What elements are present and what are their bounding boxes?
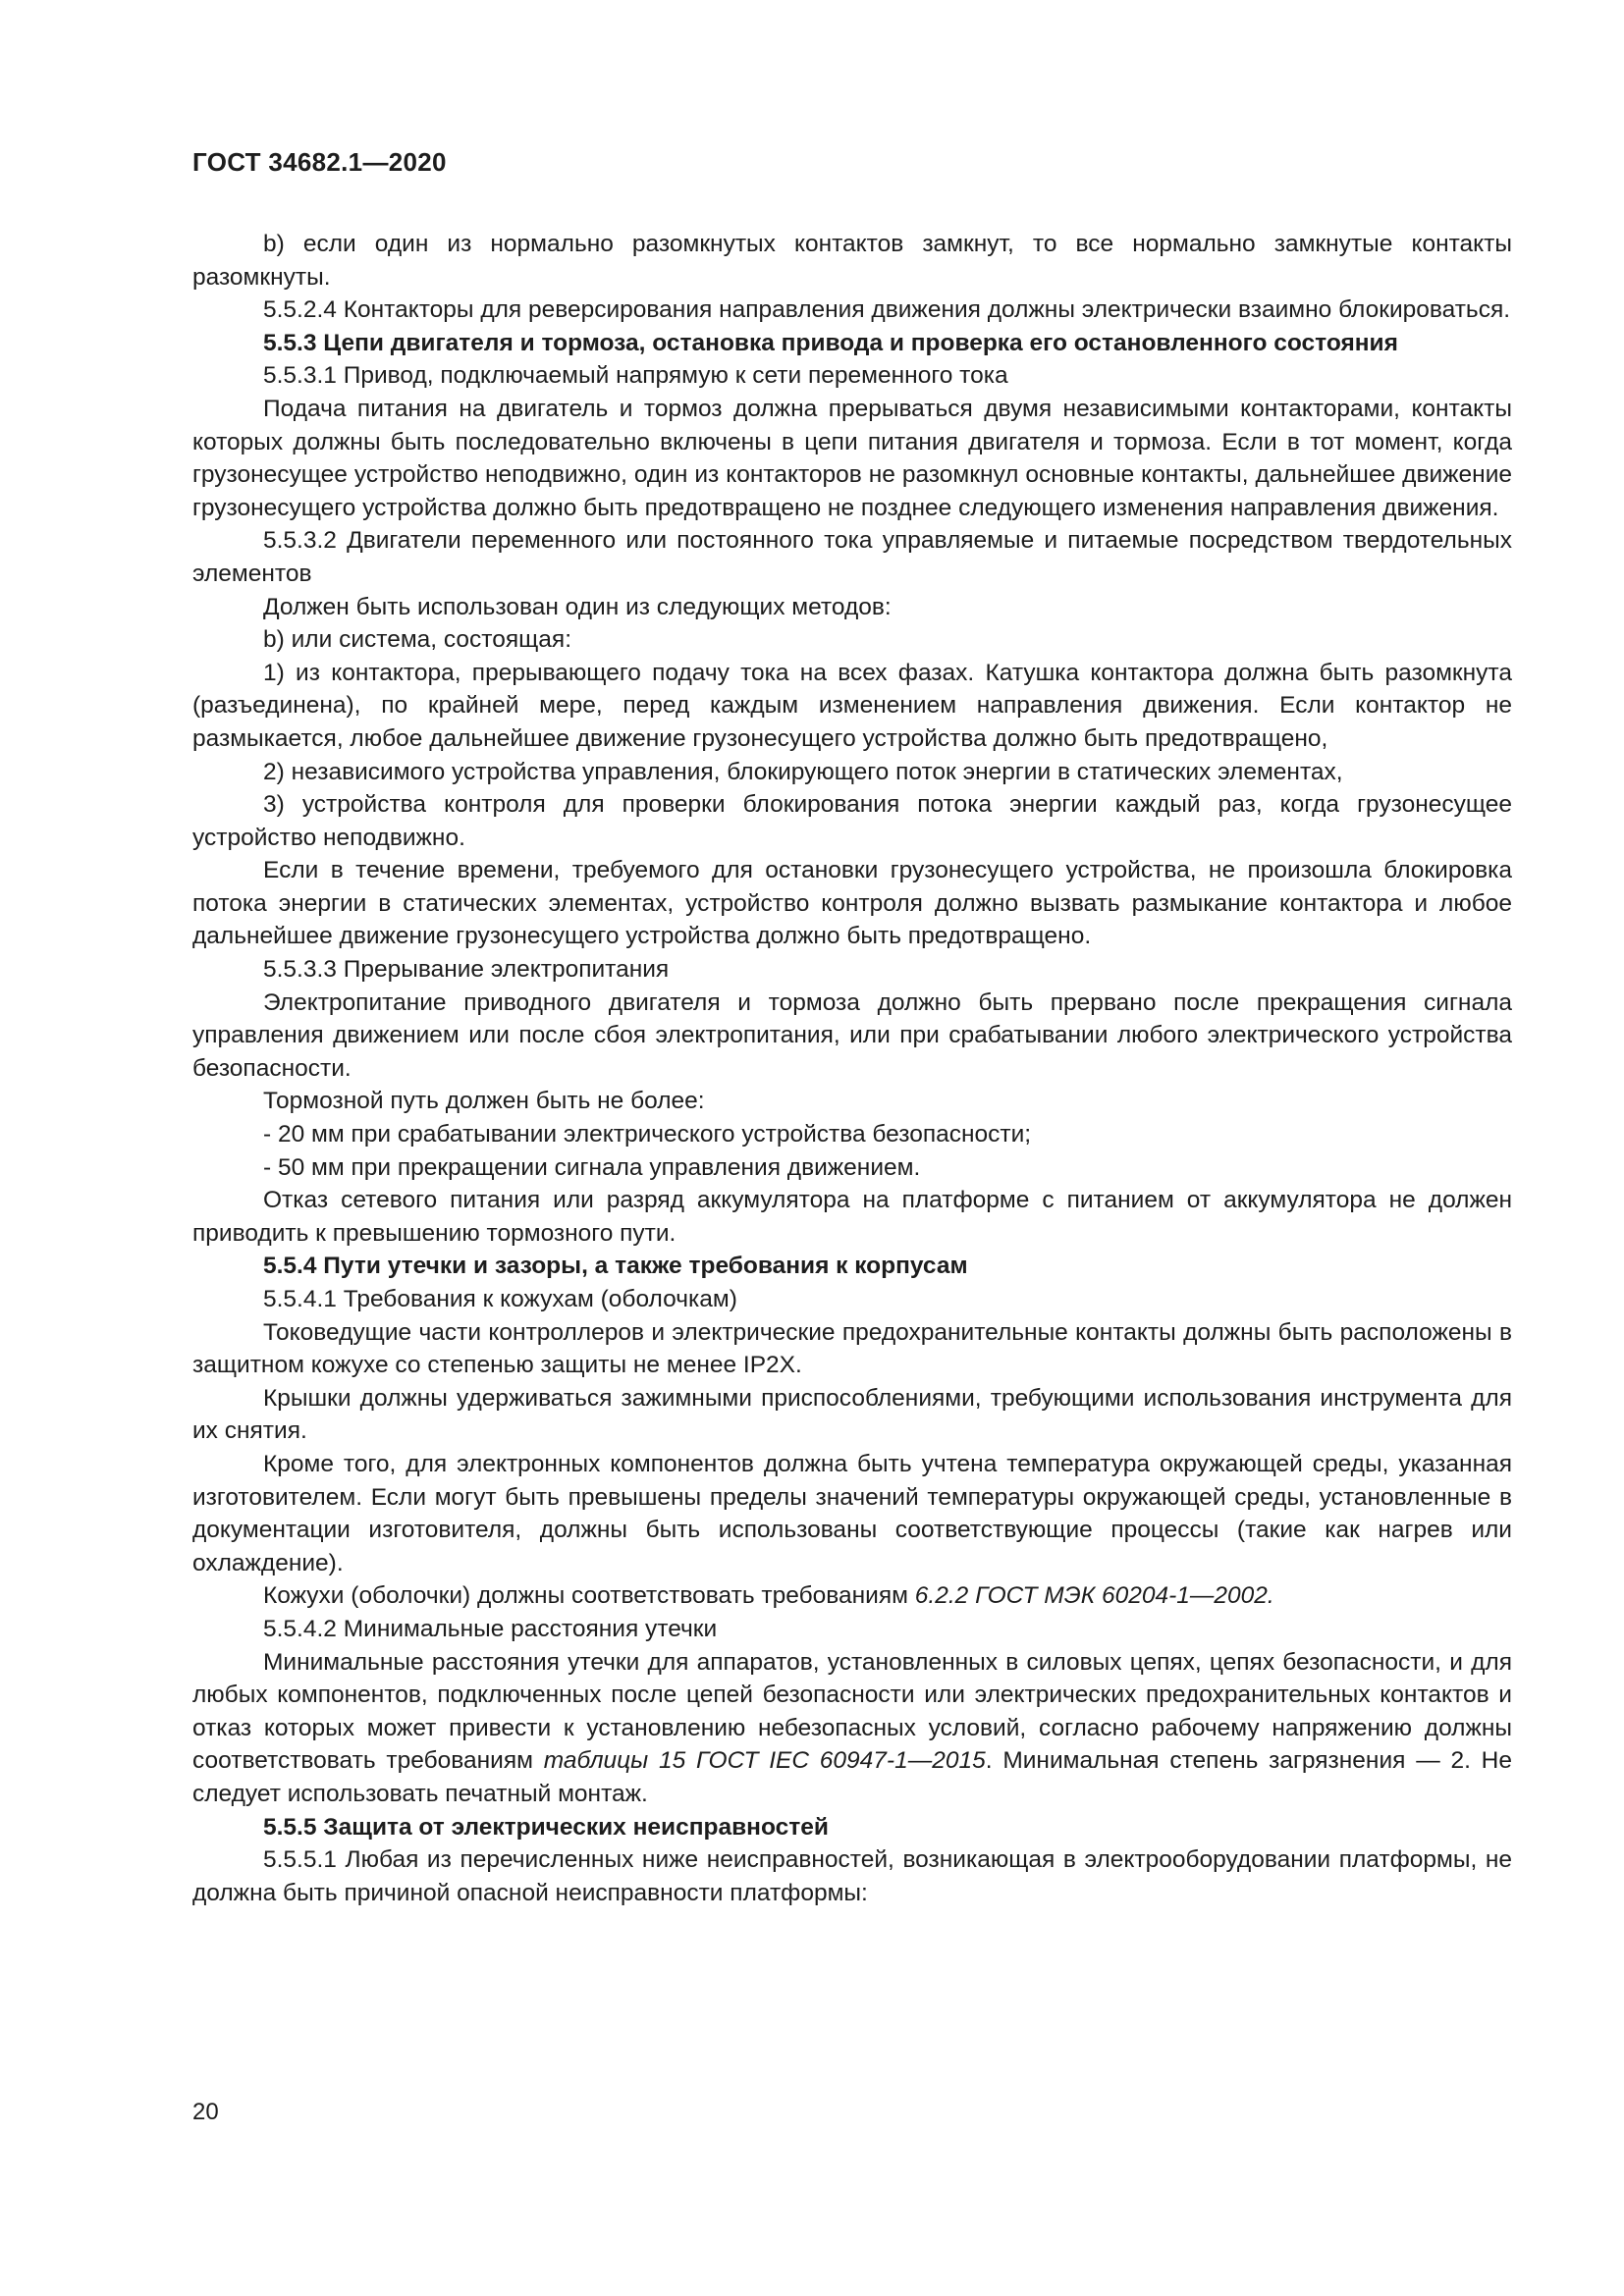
paragraph: 5.5.2.4 Контакторы для реверсирования направления движения должны электрически взаимно блокироваться. bbox=[263, 296, 1511, 324]
page-number: 20 bbox=[192, 2099, 219, 2125]
list-item: - 20 мм при срабатывании электрического устройства безопасности; bbox=[263, 1121, 1032, 1148]
section-heading: 5.5.3 Цепи двигателя и тормоза, остановка привода и проверка его остановленного состояния bbox=[263, 329, 1398, 356]
text-run: . Минимальная степень загрязнения — 2. Не следует использовать печатный монтаж. bbox=[192, 1747, 1512, 1807]
subsection-heading: 5.5.4.2 Минимальные расстояния утечки bbox=[263, 1615, 718, 1642]
list-item: - 50 мм при прекращении сигнала управления движением. bbox=[263, 1153, 921, 1181]
list-item: b) или система, состоящая: bbox=[263, 626, 572, 654]
reference-citation: 6.2.2 ГОСТ МЭК 60204-1—2002. bbox=[914, 1582, 1274, 1610]
subsection-heading: 5.5.4.1 Требования к кожухам (оболочкам) bbox=[263, 1286, 737, 1312]
paragraph: Токоведущие части контроллеров и электрические предохранительные контакты должны быть расположены в защитном кожухе со степенью защиты не менее IP2X. bbox=[192, 1318, 1512, 1379]
document-header-standard-id: ГОСТ 34682.1—2020 bbox=[192, 147, 447, 177]
paragraph: Кроме того, для электронных компонентов должна быть учтена температура окружающей среды, указанная изготовителем. Если могут быть превышены пределы значений температуры окружающей среды, установленные в документации изготовителя, должны быть использованы соответствующие процессы (такие как нагрев или охлаждение). bbox=[192, 1450, 1512, 1576]
paragraph: Крышки должны удерживаться зажимными приспособлениями, требующими использования инструмента для их снятия. bbox=[192, 1384, 1512, 1445]
paragraph: Должен быть использован один из следующих методов: bbox=[263, 593, 892, 620]
paragraph: Электропитание приводного двигателя и тормоза должно быть прервано после прекращения сигнала управления движением или после сбоя электропитания, или при срабатывании любого электрического устройства безопасности. bbox=[192, 988, 1512, 1082]
reference-citation: таблицы 15 ГОСТ IEC 60947-1—2015 bbox=[543, 1747, 986, 1775]
list-item: 1) из контактора, прерывающего подачу тока на всех фазах. Катушка контактора должна быть разомкнута (разъединена), по крайней мере, перед каждым изменением направления движения. Если контактор не размыкается, любое дальнейшее движение грузонесущего устройства должно быть предотвращено, bbox=[192, 659, 1512, 752]
text-run: Минимальные расстояния утечки для аппаратов, установленных в силовых цепях, цепях безопасности, и для любых компонентов, подключенных после цепей безопасности или электрических предохранительных контактов и отказ которых может привести к установлению небезопасных условий, согласно рабочему напряжению должны соответствовать требованиям bbox=[192, 1648, 1512, 1775]
subsection-heading: 5.5.3.2 Двигатели переменного или постоянного тока управляемые и питаемые посредством твердотельных элементов bbox=[192, 527, 1512, 587]
text-run: Кожухи (оболочки) должны соответствовать требованиям bbox=[263, 1582, 915, 1610]
document-body bbox=[192, 228, 1512, 1909]
subsection-heading: 5.5.3.1 Привод, подключаемый напрямую к сети переменного тока bbox=[263, 362, 1008, 390]
paragraph bbox=[192, 1579, 1512, 1613]
paragraph bbox=[192, 1646, 1512, 1811]
paragraph: Если в течение времени, требуемого для остановки грузонесущего устройства, не произошла блокировка потока энергии в статических элементах, устройство контроля должно вызвать размыкание контактора и любое дальнейшее движение грузонесущего устройства должно быть предотвращено. bbox=[192, 857, 1512, 950]
paragraph: Подача питания на двигатель и тормоз должна прерываться двумя независимыми контакторами, контакты которых должны быть последовательно включены в цепи питания двигателя и тормоза. Если в тот момент, когда грузонесущее устройство неподвижно, один из контакторов не разомкнул основные контакты, дальнейшее движение грузонесущего устройства должно быть предотвращено не позднее следующего изменения направления движения. bbox=[192, 395, 1512, 521]
paragraph: Отказ сетевого питания или разряд аккумулятора на платформе с питанием от аккумулятора не должен приводить к превышению тормозного пути. bbox=[192, 1187, 1512, 1247]
paragraph: Тормозной путь должен быть не более: bbox=[263, 1088, 705, 1115]
section-heading: 5.5.5 Защита от электрических неисправностей bbox=[263, 1813, 829, 1841]
list-item: 2) независимого устройства управления, блокирующего поток энергии в статических элементах, bbox=[263, 758, 1343, 785]
list-item: 3) устройства контроля для проверки блокирования потока энергии каждый раз, когда грузонесущее устройство неподвижно. bbox=[192, 791, 1512, 851]
subsection-heading: 5.5.3.3 Прерывание электропитания bbox=[263, 956, 670, 984]
section-heading: 5.5.4 Пути утечки и зазоры, а также требования к корпусам bbox=[263, 1253, 968, 1280]
paragraph: 5.5.5.1 Любая из перечисленных ниже неисправностей, возникающая в электрооборудовании платформы, не должна быть причиной опасной неисправности платформы: bbox=[192, 1846, 1512, 1906]
paragraph: b) если один из нормально разомкнутых контактов замкнут, то все нормально замкнутые контакты разомкнуты. bbox=[192, 231, 1512, 291]
